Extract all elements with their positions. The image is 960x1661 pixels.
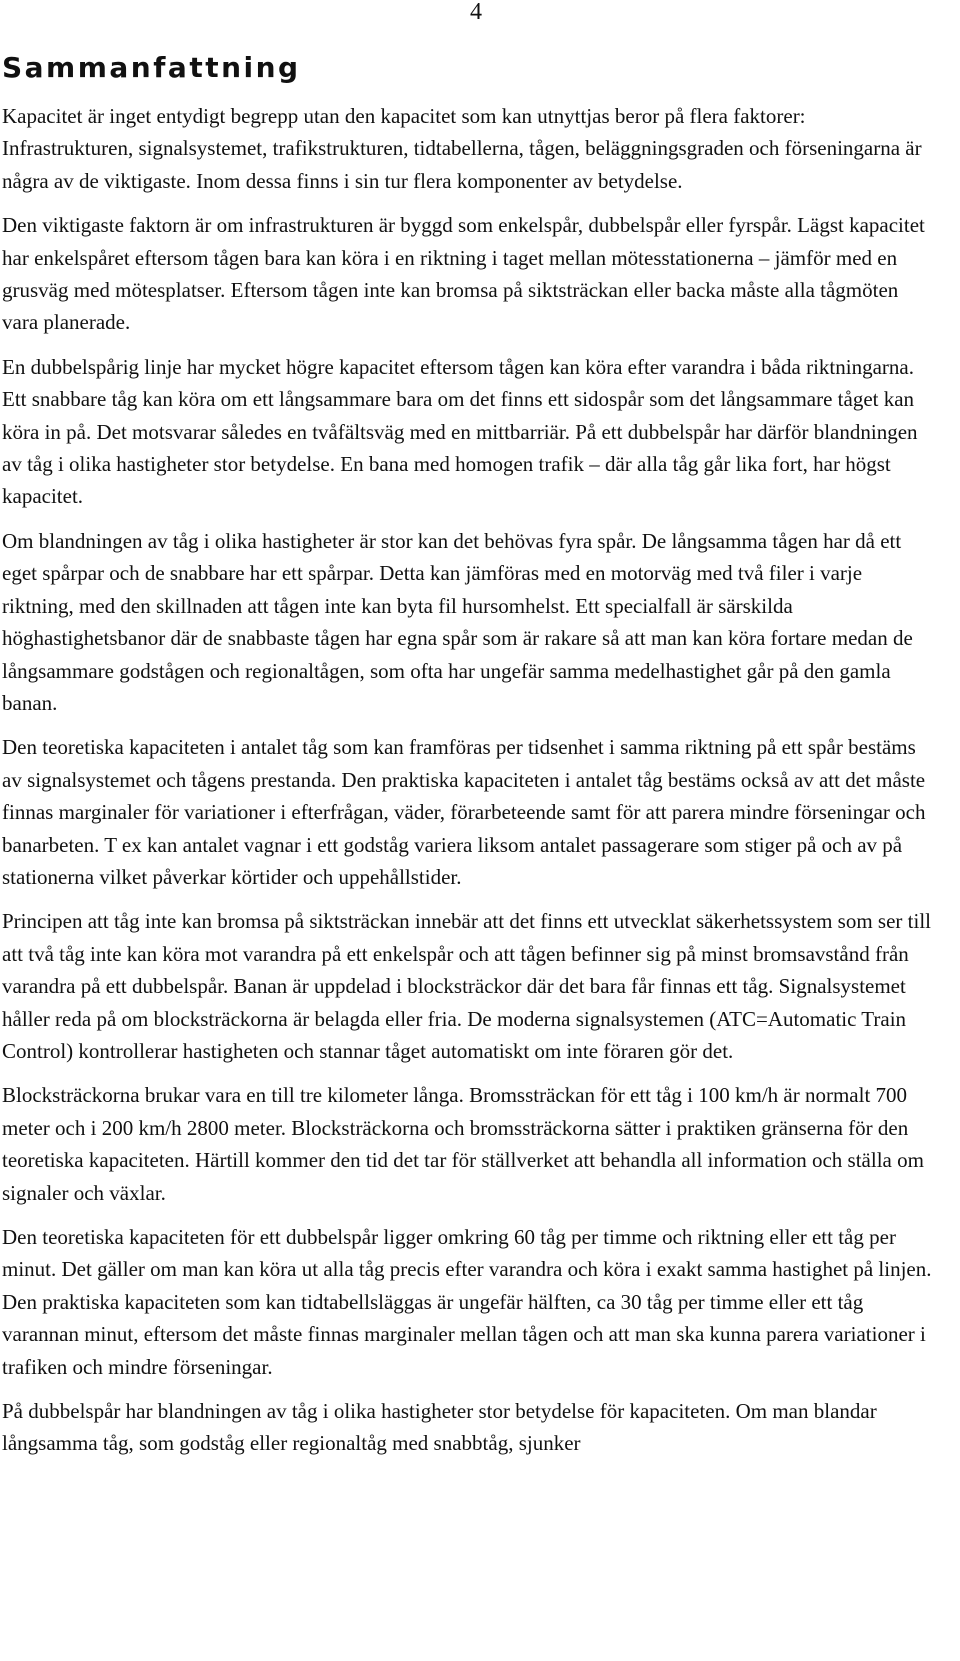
paragraph: Den teoretiska kapaciteten i antalet tåg som kan framföras per tidsenhet i samma riktning på ett spår bestäms av signalsystemet och tågens prestanda. Den praktiska kapaciteten i antalet tåg bestäms också av att det måste finnas marginaler för variationer i efterfrågan, väder, förarbeteende samt för att parera mindre förseningar och banarbeten. T ex kan antalet vagnar i ett godståg variera liksom antalet passagerare som stiger på och av på stationerna vilket påverkar körtider och uppehållstider. bbox=[2, 735, 926, 889]
paragraph: Principen att tåg inte kan bromsa på siktsträckan innebär att det finns ett utvecklat säkerhetssystem som ser till att två tåg inte kan köra mot varandra på ett enkelspår och att tågen befinner sig på minst bromsavstånd från varandra på ett dubbelspår. Banan är uppdelad i blocksträckor där det bara får finnas ett tåg. Signalsystemet håller reda på om blocksträckorna är belagda eller fria. De moderna signalsystemen (ATC=Automatic Train Control) kontrollerar hastigheten och stannar tåget automatiskt om inte föraren gör det. bbox=[2, 909, 932, 1063]
paragraph: På dubbelspår har blandningen av tåg i olika hastigheter stor betydelse för kapaciteten. Om man blandar långsamma tåg, som godståg eller regionaltåg med snabbtåg, sjunker bbox=[2, 1399, 877, 1456]
paragraph: En dubbelspårig linje har mycket högre kapacitet eftersom tågen kan köra efter varandra i båda riktningarna. Ett snabbare tåg kan köra om ett långsammare bara om det finns ett sidospår som det långsammare tåget kan köra in på. Det motsvarar således en tvåfältsväg med en mittbarriär. På ett dubbelspår har därför blandningen av tåg i olika hastigheter stor betydelse. En bana med homogen trafik – där alla tåg går lika fort, har högst kapacitet. bbox=[2, 354, 918, 509]
page-heading: Sammanfattning bbox=[2, 51, 301, 84]
paragraph: Kapacitet är inget entydigt begrepp utan den kapacitet som kan utnyttjas beror på flera faktorer: Infrastrukturen, signalsystemet, trafikstrukturen, tidtabellerna, tågen, beläggningsgraden och förseningarna är några av de viktigaste. Inom dessa finns i sin tur flera komponenter av betydelse. bbox=[2, 104, 922, 193]
page-number: 4 bbox=[470, 0, 482, 25]
paragraph: Den viktigaste faktorn är om infrastrukturen är byggd som enkelspår, dubbelspår eller fyrspår. Lägst kapacitet har enkelspåret eftersom tågen bara kan köra i en riktning i taget mellan mötesstationerna – jämför med en grusväg med mötesplatser. Eftersom tågen inte kan bromsa på siktsträckan eller backa måste alla tågmöten vara planerade. bbox=[2, 213, 925, 335]
paragraph: Blocksträckorna brukar vara en till tre kilometer långa. Bromssträckan för ett tåg i 100 km/h är normalt 700 meter och i 200 km/h 2800 meter. Blocksträckorna och bromssträckorna sätter i praktiken gränserna för den teoretiska kapaciteten. Härtill kommer den tid det tar för ställverket att behandla all information och ställa om signaler och växlar. bbox=[2, 1083, 924, 1205]
paragraph: Om blandningen av tåg i olika hastigheter är stor kan det behövas fyra spår. De långsamma tågen har då ett eget spårpar och de snabbare har ett spårpar. Detta kan jämföras med en motorväg med två filer i varje riktning, med den skillnaden att tågen inte kan byta fil hursomhelst. Ett specialfall är särskilda höghastighetsbanor där de snabbaste tågen har egna spår som är rakare så att man kan köra fortare medan de långsammare godstågen och regionaltågen, som ofta har ungefär samma medelhastighet går på den gamla banan. bbox=[2, 528, 913, 715]
paragraph: Den teoretiska kapaciteten för ett dubbelspår ligger omkring 60 tåg per timme och riktning eller ett tåg per minut. Det gäller om man kan köra ut alla tåg precis efter varandra och köra i exakt samma hastighet på linjen. Den praktiska kapaciteten som kan tidtabellsläggas är ungefär hälften, ca 30 tåg per timme eller ett tåg varannan minut, eftersom det måste finnas marginaler mellan tågen och att man ska kunna parera variationer i trafiken och mindre förseningar. bbox=[2, 1225, 932, 1379]
body-text bbox=[2, 100, 938, 1472]
